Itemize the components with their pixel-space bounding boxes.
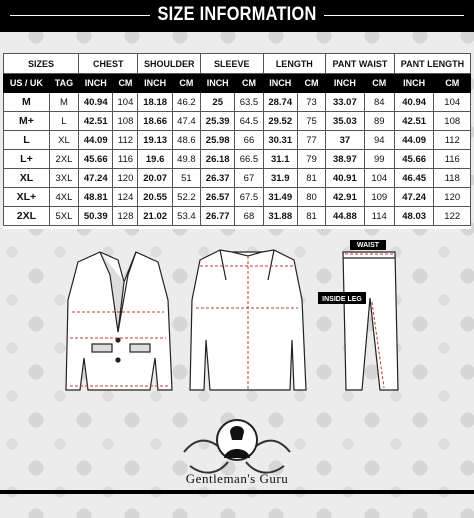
table-row	[4, 112, 471, 131]
measurement-cell: 104	[364, 169, 394, 188]
measurement-cell: 26.57	[201, 188, 235, 207]
measurement-cell: 116	[434, 150, 471, 169]
measurement-cell: 128	[113, 207, 138, 226]
jacket-front	[66, 252, 172, 390]
measurement-cell: 20.55	[138, 188, 172, 207]
measurement-cell: 42.51	[79, 112, 113, 131]
unit-header-cell: INCH	[263, 74, 297, 93]
unit-header-cell: CM	[235, 74, 263, 93]
measurement-cell: 25	[201, 93, 235, 112]
measurement-cell: 84	[364, 93, 394, 112]
measurement-cell: 118	[434, 169, 471, 188]
measurement-cell: 45.66	[79, 150, 113, 169]
measurement-cell: 64.5	[235, 112, 263, 131]
measurement-cell: 53.4	[172, 207, 200, 226]
measurement-cell: 80	[297, 188, 325, 207]
measurement-cell: 18.18	[138, 93, 172, 112]
size-us-uk-cell: L+	[4, 150, 50, 169]
measurement-cell: 48.6	[172, 131, 200, 150]
size-tag-cell: 2XL	[49, 150, 78, 169]
measurement-cell: 112	[113, 131, 138, 150]
brand-name: Gentleman's Guru	[185, 471, 289, 486]
size-us-uk-cell: 2XL	[4, 207, 50, 226]
measurement-cell: 77	[297, 131, 325, 150]
size-tag-cell: 5XL	[49, 207, 78, 226]
unit-header-cell: INCH	[326, 74, 365, 93]
measurement-cell: 47.24	[79, 169, 113, 188]
measurement-cell: 50.39	[79, 207, 113, 226]
measurement-cell: 42.91	[326, 188, 365, 207]
measurement-cell: 35.03	[326, 112, 365, 131]
inside-leg-label: INSIDE LEG	[322, 296, 362, 303]
measurement-cell: 120	[113, 169, 138, 188]
page-title: SIZE INFORMATION	[157, 4, 317, 25]
size-chart-table	[3, 53, 471, 229]
measurement-cell: 67	[235, 169, 263, 188]
group-header-cell: PANT LENGTH	[394, 54, 470, 74]
measurement-cell: 124	[113, 188, 138, 207]
measurement-cell: 40.91	[326, 169, 365, 188]
measurement-cell: 21.02	[138, 207, 172, 226]
unit-header-cell: CM	[434, 74, 471, 93]
measurement-cell: 44.09	[394, 131, 434, 150]
measurement-cell: 104	[113, 93, 138, 112]
unit-header-cell: TAG	[49, 74, 78, 93]
measurement-cell: 40.94	[79, 93, 113, 112]
measurement-cell: 31.88	[263, 207, 297, 226]
measurement-cell: 44.88	[326, 207, 365, 226]
unit-header-cell: CM	[113, 74, 138, 93]
measurement-cell: 19.6	[138, 150, 172, 169]
measurement-cell: 29.52	[263, 112, 297, 131]
measurement-cell: 49.8	[172, 150, 200, 169]
measurement-cell: 18.66	[138, 112, 172, 131]
measurement-cell: 20.07	[138, 169, 172, 188]
measurement-cell: 52.2	[172, 188, 200, 207]
group-header-cell: SIZES	[4, 54, 79, 74]
measurement-cell: 30.31	[263, 131, 297, 150]
size-us-uk-cell: XL	[4, 169, 50, 188]
size-us-uk-cell: M	[4, 93, 50, 112]
measurement-cell: 108	[434, 112, 471, 131]
size-us-uk-cell: XL+	[4, 188, 50, 207]
measurement-cell: 122	[434, 207, 471, 226]
unit-header-cell: INCH	[201, 74, 235, 93]
table-row	[4, 131, 471, 150]
measurement-cell: 26.37	[201, 169, 235, 188]
size-tag-cell: 4XL	[49, 188, 78, 207]
measurement-cell: 89	[364, 112, 394, 131]
measurement-cell: 112	[434, 131, 471, 150]
measurement-cell: 37	[326, 131, 365, 150]
waist-callout	[350, 240, 386, 250]
table-row	[4, 169, 471, 188]
measurement-cell: 40.94	[394, 93, 434, 112]
measurement-cell: 73	[297, 93, 325, 112]
measurement-cell: 45.66	[394, 150, 434, 169]
measurement-cell: 25.98	[201, 131, 235, 150]
measurement-cell: 66	[235, 131, 263, 150]
measurement-cell: 120	[434, 188, 471, 207]
size-tag-cell: 3XL	[49, 169, 78, 188]
group-header-cell: SLEEVE	[201, 54, 264, 74]
measurement-cell: 81	[297, 169, 325, 188]
size-tag-cell: L	[49, 112, 78, 131]
group-header-cell: PANT WAIST	[326, 54, 395, 74]
measurement-cell: 48.81	[79, 188, 113, 207]
title-banner	[0, 0, 474, 32]
group-header-cell: LENGTH	[263, 54, 326, 74]
measurement-cell: 104	[434, 93, 471, 112]
table-row	[4, 207, 471, 226]
unit-header-cell: US / UK	[4, 74, 50, 93]
unit-header-cell: CM	[297, 74, 325, 93]
bottom-divider	[0, 490, 474, 494]
unit-header-cell: INCH	[138, 74, 172, 93]
unit-header-cell: INCH	[394, 74, 434, 93]
table-row	[4, 93, 471, 112]
measurement-cell: 79	[297, 150, 325, 169]
unit-header-cell: CM	[172, 74, 200, 93]
measurement-cell: 116	[113, 150, 138, 169]
group-header-cell: CHEST	[79, 54, 138, 74]
measurement-cell: 31.9	[263, 169, 297, 188]
measurement-cell: 46.45	[394, 169, 434, 188]
measurement-cell: 109	[364, 188, 394, 207]
measurement-cell: 47.24	[394, 188, 434, 207]
measurement-cell: 75	[297, 112, 325, 131]
waist-label: WAIST	[356, 242, 380, 249]
measurement-cell: 108	[113, 112, 138, 131]
measurement-cell: 31.1	[263, 150, 297, 169]
measurement-cell: 33.07	[326, 93, 365, 112]
size-tag-cell: XL	[49, 131, 78, 150]
trousers	[343, 252, 398, 390]
size-us-uk-cell: L	[4, 131, 50, 150]
measurement-cell: 94	[364, 131, 394, 150]
measurement-cell: 28.74	[263, 93, 297, 112]
size-tag-cell: M	[49, 93, 78, 112]
measurement-cell: 114	[364, 207, 394, 226]
measurement-cell: 99	[364, 150, 394, 169]
group-header-row	[4, 54, 471, 74]
measurement-cell: 67.5	[235, 188, 263, 207]
unit-header-cell: INCH	[79, 74, 113, 93]
measurement-cell: 26.18	[201, 150, 235, 169]
measurement-cell: 47.4	[172, 112, 200, 131]
measurement-cell: 46.2	[172, 93, 200, 112]
garment-measurement-illustration	[0, 240, 474, 425]
measurement-cell: 81	[297, 207, 325, 226]
size-us-uk-cell: M+	[4, 112, 50, 131]
measurement-cell: 26.77	[201, 207, 235, 226]
measurement-cell: 42.51	[394, 112, 434, 131]
size-table	[3, 53, 471, 226]
table-row	[4, 150, 471, 169]
measurement-cell: 66.5	[235, 150, 263, 169]
measurement-cell: 31.49	[263, 188, 297, 207]
unit-header-cell: CM	[364, 74, 394, 93]
unit-header-row	[4, 74, 471, 93]
measurement-cell: 44.09	[79, 131, 113, 150]
measurement-cell: 68	[235, 207, 263, 226]
measurement-cell: 48.03	[394, 207, 434, 226]
measurement-cell: 51	[172, 169, 200, 188]
group-header-cell: SHOULDER	[138, 54, 201, 74]
measurement-cell: 63.5	[235, 93, 263, 112]
inside-leg-callout	[318, 292, 366, 304]
measurement-cell: 38.97	[326, 150, 365, 169]
measurement-cell: 25.39	[201, 112, 235, 131]
measurement-cell: 19.13	[138, 131, 172, 150]
table-row	[4, 188, 471, 207]
